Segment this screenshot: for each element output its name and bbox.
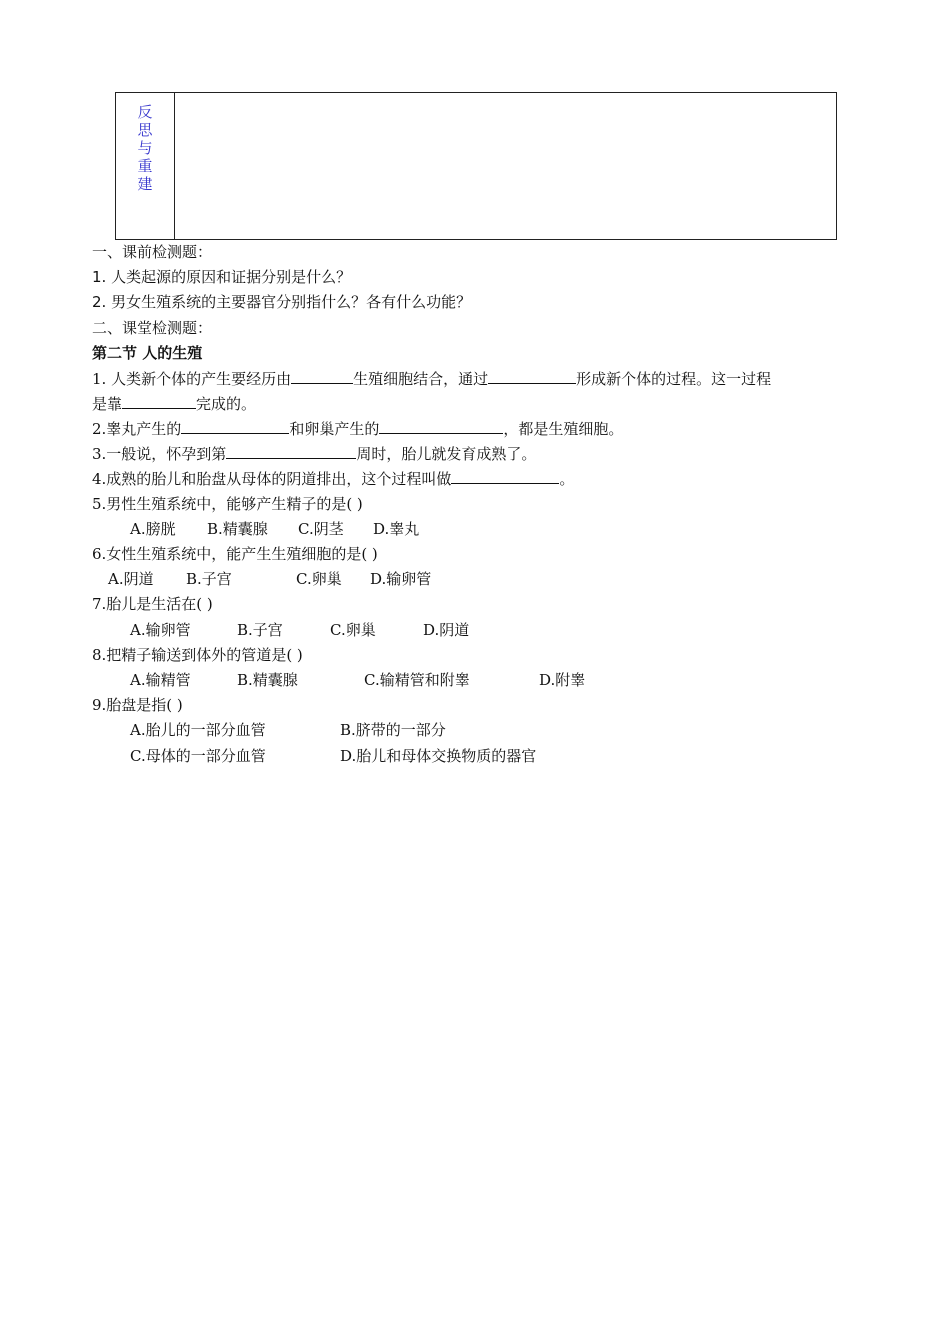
fill-question-1-cont — [92, 393, 256, 414]
fill-question-4 — [92, 468, 574, 489]
option-c[interactable]: C.卵巢 — [296, 570, 342, 588]
option-c[interactable]: C.阴茎 — [298, 520, 344, 538]
reflection-label-char: 与 — [137, 139, 153, 157]
option-b[interactable]: B.脐带的一部分 — [340, 721, 446, 739]
reflection-label — [116, 93, 175, 239]
choice-question-6: 6.女性生殖系统中，能产生生殖细胞的是( ) — [92, 545, 378, 563]
option-a[interactable]: A.输卵管 — [130, 621, 191, 639]
option-d[interactable]: D.附睾 — [539, 671, 586, 689]
q1-text-a: 1. 人类新个体的产生要经历由 — [92, 370, 292, 388]
reflection-label-char: 反 — [137, 103, 153, 121]
q3-text-b: 周时，胎儿就发育成熟了。 — [356, 445, 537, 463]
q1-text-b: 生殖细胞结合，通过 — [353, 370, 489, 388]
option-a[interactable]: A.阴道 — [108, 570, 154, 588]
choice-question-5: 5.男性生殖系统中，能够产生精子的是( ) — [92, 495, 363, 513]
option-b[interactable]: B.子宫 — [237, 621, 283, 639]
q4-text-a: 4.成熟的胎儿和胎盘从母体的阴道排出，这个过程叫做 — [92, 470, 452, 488]
reflection-label-char: 建 — [137, 175, 153, 193]
pre-class-question-2: 2. 男女生殖系统的主要器官分别指什么？各有什么功能？ — [92, 293, 472, 311]
answer-blank[interactable] — [451, 468, 559, 484]
q4-text-b: 。 — [559, 470, 575, 488]
option-c[interactable]: C.卵巢 — [330, 621, 376, 639]
answer-blank[interactable] — [226, 443, 356, 459]
option-d[interactable]: D.输卵管 — [370, 570, 432, 588]
answer-blank[interactable] — [122, 393, 196, 409]
choice-question-7: 7.胎儿是生活在( ) — [92, 595, 213, 613]
option-d[interactable]: D.阴道 — [423, 621, 470, 639]
answer-blank[interactable] — [181, 418, 289, 434]
section-title: 第二节 人的生殖 — [92, 344, 203, 362]
option-c[interactable]: C.输精管和附睾 — [364, 671, 470, 689]
q2-text-c: ，都是生殖细胞。 — [503, 420, 624, 438]
choice-question-8: 8.把精子输送到体外的管道是( ) — [92, 646, 303, 664]
option-a[interactable]: A.膀胱 — [130, 520, 176, 538]
q1-text-e: 完成的。 — [196, 395, 257, 413]
option-d[interactable]: D.睾丸 — [373, 520, 420, 538]
pre-class-question-1: 1. 人类起源的原因和证据分别是什么？ — [92, 268, 352, 286]
fill-question-1 — [92, 368, 771, 389]
option-d[interactable]: D.胎儿和母体交换物质的器官 — [340, 747, 537, 765]
option-b[interactable]: B.精囊腺 — [207, 520, 268, 538]
reflection-label-char: 思 — [137, 121, 153, 139]
q2-text-a: 2.睾丸产生的 — [92, 420, 182, 438]
option-b[interactable]: B.子宫 — [186, 570, 232, 588]
answer-blank[interactable] — [488, 368, 576, 384]
q1-text-c: 形成新个体的过程。这一过程 — [576, 370, 772, 388]
option-a[interactable]: A.胎儿的一部分血管 — [130, 721, 266, 739]
fill-question-3 — [92, 443, 536, 464]
q2-text-b: 和卵巢产生的 — [289, 420, 380, 438]
in-class-heading: 二、课堂检测题： — [92, 319, 213, 337]
reflection-label-char: 重 — [137, 157, 153, 175]
answer-blank[interactable] — [291, 368, 353, 384]
reflection-writing-area[interactable] — [175, 93, 836, 239]
option-a[interactable]: A.输精管 — [130, 671, 191, 689]
reflection-box — [115, 92, 837, 240]
q3-text-a: 3.一般说，怀孕到第 — [92, 445, 227, 463]
option-c[interactable]: C.母体的一部分血管 — [130, 747, 266, 765]
option-b[interactable]: B.精囊腺 — [237, 671, 298, 689]
choice-question-9: 9.胎盘是指( ) — [92, 696, 183, 714]
pre-class-heading: 一、课前检测题： — [92, 243, 213, 261]
answer-blank[interactable] — [379, 418, 503, 434]
q1-text-d: 是靠 — [92, 395, 123, 413]
fill-question-2 — [92, 418, 623, 439]
